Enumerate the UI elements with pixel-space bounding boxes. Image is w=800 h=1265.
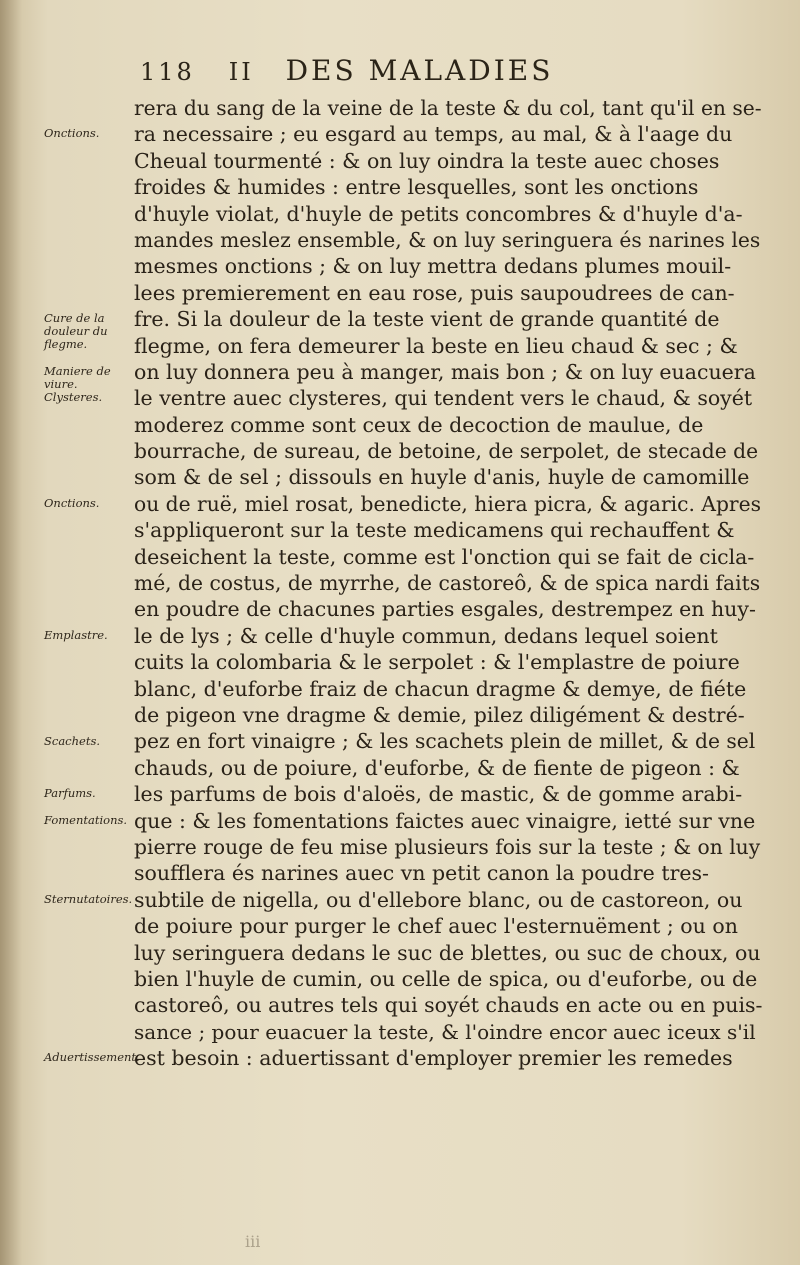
- text-line: les parfums de bois d'aloës, de mastic, & de gomme arabi-: [134, 782, 743, 807]
- text-line: fre. Si la douleur de la teste vient de grande quantité de: [134, 307, 720, 332]
- margin-note: Onctions.: [44, 496, 100, 510]
- body-text: [134, 95, 762, 1071]
- text-line: lees premierement en eau rose, puis saupoudrees de can-: [134, 280, 735, 305]
- text-line: soufflera és narines auec vn petit canon la poudre tres-: [134, 861, 709, 886]
- text-line: luy seringuera dedans le suc de blettes, ou suc de choux, ou: [134, 940, 761, 965]
- text-line: Cheual tourmenté : & on luy oindra la teste auec choses: [134, 148, 720, 173]
- gutter-shadow: [0, 0, 22, 1265]
- text-line: rera du sang de la veine de la teste & du col, tant qu'il en se-: [134, 96, 762, 120]
- page-number: 118: [140, 58, 195, 86]
- text-line: sance ; pour euacuer la teste, & l'oindre encor auec iceux s'il: [134, 1019, 756, 1044]
- margin-note: Emplastre.: [44, 628, 108, 642]
- text-line: ou de ruë, miel rosat, benedicte, hiera picra, & agaric. Apres: [134, 491, 761, 516]
- text-line: mesmes onctions ; & on luy mettra dedans plumes mouil-: [134, 254, 732, 279]
- text-line: castoreô, ou autres tels qui soyét chauds en acte ou en puis-: [134, 993, 762, 1018]
- text-line: le ventre auec clysteres, qui tendent vers le chaud, & soyét: [134, 386, 753, 411]
- bleed-through-mark: iii: [245, 1232, 261, 1251]
- text-line: som & de sel ; dissouls en huyle d'anis, huyle de camomille: [134, 465, 750, 490]
- text-line: que : & les fomentations faictes auec vinaigre, ietté sur vne: [134, 808, 756, 833]
- text-line: flegme, on fera demeurer la beste en lieu chaud & sec ; &: [134, 333, 738, 358]
- text-line: deseichent la teste, comme est l'onction qui se fait de cicla-: [134, 544, 755, 569]
- text-line: pez en fort vinaigre ; & les scachets plein de millet, & de sel: [134, 729, 756, 754]
- margin-note: Parfums.: [44, 786, 96, 801]
- text-line: blanc, d'euforbe fraiz de chacun dragme & demye, de fiéte: [134, 676, 747, 701]
- margin-note: Cure de la douleur du flegme.: [44, 311, 108, 352]
- text-line: de pigeon vne dragme & demie, pilez diligément & destré-: [134, 702, 745, 727]
- text-line: en poudre de chacunes parties esgales, destrempez en huy-: [134, 597, 756, 622]
- section-signature: II: [228, 58, 254, 86]
- text-line: s'appliqueront sur la teste medicamens qui rechauffent &: [134, 518, 735, 543]
- margin-note: Clysteres.: [44, 390, 103, 405]
- margin-note: Scachets.: [44, 733, 101, 748]
- text-line: mandes meslez ensemble, & on luy seringuera és narines les: [134, 227, 761, 252]
- text-line: froides & humides : entre lesquelles, sont les onctions: [134, 175, 699, 200]
- text-line: on luy donnera peu à manger, mais bon ; & on luy euacuera: [134, 359, 756, 384]
- text-line: d'huyle violat, d'huyle de petits concombres & d'huyle d'a-: [134, 201, 743, 226]
- margin-note: Onctions.: [44, 126, 100, 141]
- text-line: chauds, ou de poiure, d'euforbe, & de fiente de pigeon : &: [134, 755, 740, 780]
- text-line: cuits la colombaria & le serpolet : & l'emplastre de poiure: [134, 650, 740, 675]
- text-line: de poiure pour purger le chef auec l'esternuëment ; ou on: [134, 914, 738, 939]
- text-line: moderez comme sont ceux de decoction de maulue, de: [134, 412, 704, 437]
- margin-note: Maniere de viure.: [44, 364, 111, 391]
- text-line: le de lys ; & celle d'huyle commun, dedans lequel soient: [134, 623, 718, 648]
- running-title: DES MALADIES: [285, 54, 554, 87]
- text-line: pierre rouge de feu mise plusieurs fois sur la teste ; & on luy: [134, 834, 761, 859]
- margin-note: Sternutatoires.: [44, 892, 133, 906]
- running-header: [140, 54, 760, 94]
- text-line: subtile de nigella, ou d'ellebore blanc, ou de castoreon, ou: [134, 887, 743, 912]
- text-line: est besoin : aduertissant d'employer premier les remedes: [134, 1046, 733, 1071]
- text-line: ra necessaire ; eu esgard au temps, au mal, & à l'aage du: [134, 122, 733, 147]
- text-line: mé, de costus, de myrrhe, de castoreô, & de spica nardi faits: [134, 571, 761, 596]
- text-line: bourrache, de sureau, de betoine, de serpolet, de stecade de: [134, 439, 759, 464]
- margin-note: Aduertissement.: [44, 1050, 140, 1065]
- margin-note: Fomentations.: [44, 812, 128, 827]
- text-line: bien l'huyle de cumin, ou celle de spica, ou d'euforbe, ou de: [134, 966, 758, 991]
